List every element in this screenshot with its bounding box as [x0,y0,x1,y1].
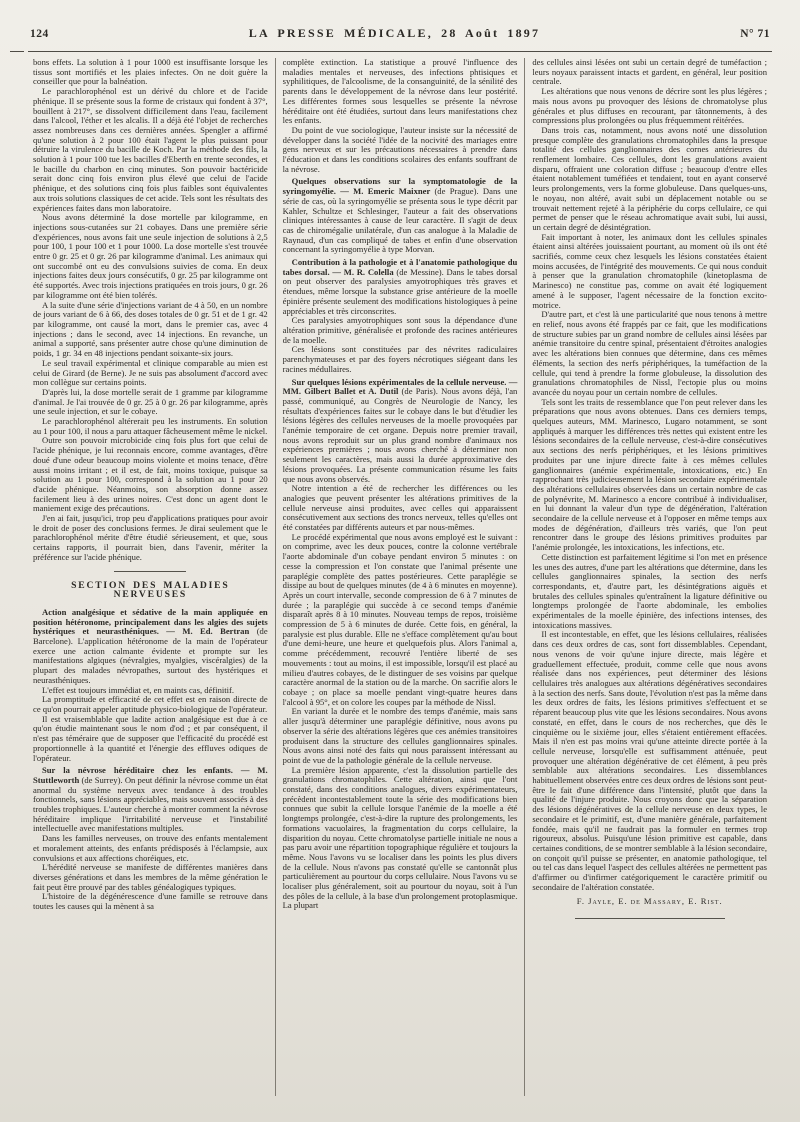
article-paragraph [33,766,268,834]
article-text: (de Paris). Nous avons déjà, l'an passé, communiqué, au Congrès de Neurologie de Nancy, les résultats d'expériences faites sur le cobaye dans le but d'étudier les lésions légères des cellules nerveuses de la moelle provoquées par l'anémie temporaire de cet organe. Depuis notre premier travail, nous avons reproduit sur un plus grand nombre d'animaux nos expériences premières ; nous avons cherché à déterminer non seulement les caractères, mais aussi la durée approximative des lésions provoquées. La présente communication résume les faits que nous avons observés. [282,386,518,484]
reviewers-signature: F. Jayle, E. de Massary, E. Rist. [576,896,723,907]
article-paragraph [33,608,268,686]
paragraph: J'en ai fait, jusqu'ici, trop peu d'applications pratiques pour avoir le droit de poser des conclusions fermes. Je dirai seulement que le parachlorophénol mérite d'être étudié sérieusement, et que, sous certains rapports, il pourrait bien, dans l'avenir, mériter la préférence sur l'acide phénique. [33,513,268,562]
article-text: (de Messine). Dans le tabes dorsal on peut observer des paralysies amyotrophiques très graves et étendues, même lorsque la substance grise antérieure de la moelle épinière présente seulement des modifications histologiques à peine appréciables et très circonscrites. [282,266,518,316]
paragraph: Le parachlorophénol est un dérivé du chlore et de l'acide phénique. Il se présente sous la forme de cristaux qui fondent à 37°, bouillent à 217°, se dissolvent difficilement dans l'eau, facilement dans l'alcool, l'éther et les alcalis. Il a déjà été l'objet de recherches assez nombreuses dans ces dernières années. Spengler a affirmé qu'une solution à 2 pour 100 était l'agent le plus puissant pour détruire la virulence du bacille de Koch. Par la méthode des fils, la solution à 1 pour 100 tue les bacilles d'Eberth en trente secondes, et le bacille du charbon en cinq minutes. Son pouvoir bactéricide serait donc cinq fois environ plus élevé que celui de l'acide phénique, et des solutions cinq fois plus faibles sont équivalentes aux trois solutions classiques de cet acide. Tels sont les résultats des expériences faites dans mon laboratoire. [33,86,268,213]
article-paragraph [283,378,518,485]
article-text: (de Prague). Dans une série de cas, où la syringomyélie se présenta sous le type décrit par Kahler, Schultze et Schlesinger, l'auteur a fait des observations cliniques intéressantes à cause de leur caractère. Il s'agit de deux cas de chiromégalie unilatérale, d'un cas analogue à la Maladie de Raynaud, d'un cas compliqué de tabes et enfin d'une observation concernant la syringomyélie à type Morvan. [282,186,518,255]
paragraph: Il est vraisemblable que ladite action analgésique est due à ce qu'on étudie maintenant sous le nom d'od ; et par conséquent, il n'est pas téméraire que de supposer que l'efficacité du procédé est proportionnelle à la quantité et l'énergie des effluves odiques de l'opérateur. [33,713,268,763]
paragraph: La première lésion apparente, c'est la dissolution partielle des granulations chromatophiles. Cette altération, ainsi que l'ont constaté, dans des conditions analogues, divers expérimentateurs, précèdent incontestablement toute la série des modifications bien connues que subit la cellule lorsque l'anémie de la moelle a été longtemps prolongée, c'est-à-dire la rupture des prolongements, les formations vacuolaires, la fragmentation du corps cellulaire, la disparition du noyau. Cette chromatolyse partielle initiale ne nous a pas paru avoir une répartition topographique régulière et toujours la même. Nous l'avons vu se localiser dans les points les plus divers de la cellule. Nous n'avons pas constaté qu'elle se cantonnât plus particulièrement au pourtour du corps cellulaire. Nous l'avons vu se localiser plus généralement, soit au pourtour du noyau, soit à l'un des pôles de la cellule, à la base d'un prolongement protoplasmique. La plupart [282,764,518,911]
paragraph: des cellules ainsi lésées ont subi un certain degré de tuméfaction ; leurs noyaux paraissent intacts et gardent, en général, leur position centrale. [532,57,768,87]
column-2 [275,58,525,1096]
paragraph: Du point de vue sociologique, l'auteur insiste sur la nécessité de développer dans la société l'idée de la nocivité des mariages entre gens nerveux et sur les précautions nécessaires à prendre dans l'éducation et dans les conditions scolaires des enfants souffrant de la névrose. [282,124,518,174]
paragraph: complète extinction. La statistique a prouvé l'influence des maladies mentales et nerveuses, des infections phtisiques et syphilitiques, de l'alcoolisme, de la consanguinité, de la sénilité des parents dans le développement de la névrose dans leur postérité. Les différentes formes sous lesquelles se présente la névrose héréditaire ont été étudiées, surtout dans leurs manifestations chez les enfants. [282,57,518,126]
paragraph: L'histoire de la dégénérescence d'une famille se retrouve dans toutes les causes qui la mènent à sa [33,891,268,912]
paragraph: Nous avons déterminé la dose mortelle par kilogramme, en injections sous-cutanées sur 21 cobayes. Dans une première série d'expériences, nous avons fait une seule injection de solutions à 2,5 pour 100, 1 pour 100 et 1 pour 1000. La dose mortelle s'est trouvée entre 0 gr. 25 et 0 gr. 26 par kilogramme d'animal. Les animaux qui ont succombé ont eu des convulsions suivies de coma. En deux injections faites deux jours consécutifs, 0 gr. 25 par kilogramme ont été supportés. Avec trois injections pratiquées en trois jours, 0 gr. 26 par kilogramme ont été bien tolérés. [33,212,268,300]
issue-number: N° 71 [740,28,770,40]
page-number: 124 [30,28,49,40]
paragraph: Cette distinction est parfaitement légitime si l'on met en présence les unes des autres, d'une part les altérations que détermine, dans les cellules ganglionnaires spinales, la section des nerfs correspondants, et, d'autre part, les désintégrations aiguës et brutales des cellules spinales qu'entraînent la ligature définitive ou longtemps prolongée de l'aorte abdominale, les embolies expérimentales de la moelle épinière, des infections intenses, des intoxications massives. [532,551,768,630]
article-title: Sur la névrose héréditaire chez les enfants. — M. Stuttleworth [33,765,268,785]
article-paragraph [283,177,518,255]
article-paragraph [283,258,518,316]
article-text: (de Barcelone). L'application hétéronome de la main de l'opérateur exerce une action calmante évidente et prompte sur les manifestations algiques (névralgies, myalgies, viscéralgies) de la plupart des malades névropathes, surtout des hystériques et neurasthéniques. [33,626,268,685]
paragraph: Notre intention a été de rechercher les différences ou les analogies que peuvent présenter les altérations primitives de la cellule nerveuse ainsi produites, avec celles qui apparaissent consécutivement aux sections des troncs nerveux, telles qu'elles ont été constatées par différents auteurs et par nous-mêmes. [282,483,518,533]
paragraph: Dans trois cas, notamment, nous avons noté une dissolution presque complète des granulations chromatophiles dans la presque totalité des cellules ganglionnaires des cornes antérieures du renflement lombaire. Ces cellules, dont les granulations avaient disparu, offraient une coloration diffuse ; beaucoup d'entre elles étaient notablement tuméfiées et tendaient, tout en ayant conservé leurs prolongements, vers la forme globuleuse. Dans quelques-uns, le noyau, non altéré, avait subi un déplacement notable ou se trouvait nettement rejeté à la périphérie du corps cellulaire, ce qui permet de penser que le réseau achromatique avait subi, lui aussi, un certain degré de désintégration. [532,124,768,232]
article-title: Action analgésique et sédative de la main appliquée en position hétéronome, principalement dans les algies des sujets hystériques et neurasthéniques. — M. Ed. Bertran [33,606,268,637]
article-title: Quelques observations sur la symptomatologie de la syringomyélie. — M. Emeric Maixner [282,176,518,197]
article-title: Sur quelques lésions expérimentales de la cellule nerveuse. — MM. Gilbert Ballet et A. Dutil [282,376,518,397]
paragraph: D'autre part, et c'est là une particularité que nous tenons à mettre en relief, nous avons été frappés par ce fait, que les modifications de structure subies par un grand nombre de cellules ainsi lésées par anémie transitoire du centre spinal, présentaient d'étroites analogies avec les altérations bien connues que détermine, dans ces mêmes éléments, la section des nerfs périphériques, la tuméfaction de la cellule, qui tend à prendre la forme globuleuse, la dissolution des granulations chromatophiles de Nissl, l'ectopie plus ou moins avancée du noyau pour un certain nombre de cellules. [532,309,768,397]
article-text: (de Surrey). On peut définir la névrose comme un état anormal du système nerveux avec tendance à des troubles fonctionnels, sans lésions appréciables, mais souvent associés à des troubles trophiques. L'auteur cherche à montrer comment la névrose héréditaire implique l'irritabilité nerveuse et l'instabilité intellectuelle avec manifestations multiples. [33,774,268,834]
paragraph: Le seul travail expérimental et clinique comparable au mien est celui de Girard (de Berne). Je ne suis pas absolument d'accord avec mon collègue sur certains points. [33,357,268,388]
column-1 [26,58,275,1096]
paragraph: L'hérédité nerveuse se manifeste de différentes manières dans diverses générations et dans les membres de la même génération le fait peut être prouvé par des tables généalogiques typiques. [33,862,268,892]
columns-container [26,58,774,1096]
paragraph: En variant la durée et le nombre des temps d'anémie, mais sans aller jusqu'à déterminer une paraplégie définitive, nous avons pu observer la série des altérations légères que ces anémies transitoires produisent dans la structure des cellules ganglionnaires spinales. Nous avons ainsi noté des faits qui nous paraissent intéressant au point de vue de la pathologie générale de la cellule nerveuse. [282,706,518,765]
paragraph: bons effets. La solution à 1 pour 1000 est insuffisante lorsque les tissus sont mortifiés et les plaies infectes. On ne doit guère la conseiller que pour la balnéation. [33,57,268,87]
paragraph: La promptitude et efficacité de cet effet est en raison directe de ce qu'on pourrait appeler aptitude physico-biologique de l'opérateur. [33,694,268,714]
paragraph: L'effet est toujours immédiat et, en maints cas, définitif. [42,684,235,695]
column-3 [524,58,774,1096]
masthead [30,26,770,41]
paragraph: Il est incontestable, en effet, que les lésions cellulaires, réalisées dans ces deux ordres de cas, sont fort dissemblables. Cependant, nous venons de voir qu'une injure directe, mais légère et graduellement effectuée, produit, comme celle que nous avons réalisée dans nos expériences, peut déterminer des lésions cellulaires très analogues aux altérations dégénératives secondaires à la section des nerfs. Sans doute, l'évolution n'est pas la même dans les deux ordres de faits, les lésions primitives s'effectuent et se réparent beaucoup plus vite que les lésions secondaires. Nous avons constaté, en effet, dans le cours de nos recherches, que dès le cinquième ou le sixième jour, elles s'étaient entièrement effacées. Mais il n'en est pas moins vrai qu'une atteinte directe portée à la cellule nerveuse, lorsqu'elle est suffisamment atténuée, peut provoquer une altération dégénérative de cet élément, à peu près semblable aux altérations secondaires. Les dissemblances habituellement observées entre ces deux ordres de lésions sont peut-être le fait d'une différence dans l'intensité, plutôt que dans la qualité de l'injure produite. Nous croyons donc que la séparation des lésions dégénératives de la cellule nerveuse en deux types, le secondaire et le primitif, est, d'une manière générale, parfaitement fondée, mais qu'il ne faudrait pas la formuler en termes trop rigoureux, absolus. Puisqu'une lésion primitive est capable, dans certaines conditions, de se montrer semblable à la lésion secondaire, on conçoit qu'il puisse se présenter, en anatomie pathologique, tel ou tel cas dans lequel l'aspect des cellules altérées ne permettent pas d'affirmer ou d'infirmer catégoriquement le caractère primitif ou secondaire de l'altération constatée. [532,629,768,892]
paragraph: A la suite d'une série d'injections variant de 4 à 50, en un nombre de jours variant de 6 à 66, des doses totales de 0 gr. 51 et de 1 gr. 42 par kilogramme, ont causé la mort, dans le premier cas, avec 4 injections ; dans le second, avec 14 injections. En revanche, un animal a supporté, sans présenter autre chose qu'une diminution de poids, 1 gr. 34 en 48 injections pendant soixante-six jours. [33,299,268,359]
paragraph: Tels sont les traits de ressemblance que l'on peut relever dans les préparations que nous avons obtenues. Dans ces derniers temps, quelques auteurs, MM. Marinesco, Lugaro notamment, se sont appliqués à marquer les différences très nettes qui existent entre les lésions secondaires de la cellule nerveuse, c'est-à-dire consécutives aux sections des nerfs périphériques, et les lésions primitives produites par une injure directe faite à ces mêmes cellules ganglionnaires (anémie expérimentale, intoxications, etc.) En rapprochant très judicieusement la lésion secondaire expérimentale des altérations cellulaires observées dans un certain nombre de cas de polynévrite, M. Marinesco a encore contribué à individualiser, en lui donnant la valeur d'un type de dégénération, l'altération secondaire de la cellule nerveuse et à l'opposer en même temps aux modes de dégénération, d'ailleurs très variés, que l'on peut rencontrer dans le groupe des lésions primitives produites par l'anémie prolongée, les intoxications, les infections, etc. [532,396,768,553]
section-divider [114,571,186,572]
paragraph: Dans les familles nerveuses, on trouve des enfants mentalement et moralement atteints, des enfants prédisposés à l'éclampsie, aux convulsions et aux affections choréiques, etc. [33,833,268,863]
header-rule [28,51,772,52]
paragraph: Fait important à noter, les animaux dont les cellules spinales étaient ainsi altérées jouissaient pourtant, au moment où ils ont été sacrifiés, comme ceux chez lesquels les lésions constatées étaient moins accusées, de l'intégrité des mouvements. Ce qui nous conduit à penser que la granulation chromatophile (kinetoplasma de Marinesco) ne constitue pas, comme on avait été logiquement amené à le supposer, l'agent nécessaire de la fonction excito-motrice. [532,231,768,310]
paragraph: Les altérations que nous venons de décrire sont les plus légères ; mais nous avons pu provoquer des lésions de chromatolyse plus générales et plus diffuses en recourant, par tâtonnements, à des compressions plus prolongées ou plus fréquemment réitérées. [532,86,768,126]
paragraph: D'après lui, la dose mortelle serait de 1 gramme par kilogramme d'animal. Je l'ai trouvée de 0 gr. 25 à 0 gr. 26 par kilogramme, après une seule injection, et sur le cobaye. [33,386,268,417]
paragraph: Le procédé expérimental que nous avons employé est le suivant : on comprime, avec les deux pouces, contre la colonne vertébrale l'aorte abdominale d'un cobaye pendant environ 5 minutes : on cesse la compression et l'on constate que l'animal présente une paraplégie complète des pattes postérieures. Cette paraplégie se dissipe au bout de quelques minutes (de 4 à 6 minutes en moyenne). Après un court intervalle, seconde compression de 6 à 7 minutes de durée ; la paraplégie qui succède à ce second temps d'anémie disparaît après 8 à 10 minutes. Nouveau temps de repos, troisième compression de 5 à 6 minutes de durée. Cette fois, en général, la paralysie est plus durable. Elle ne s'efface complètement qu'au bout d'une demi-heure, une heure et quelquefois plus. Alors l'animal a, comme précédemment, recouvré l'entière liberté de ses mouvements : tout au moins, il est impossible, lorsqu'il est placé au milieu d'autres cobayes, de le distinguer de ses voisins par quelque caractère anormal de la station ou de la marche. On sacrifie alors le cobaye ; on place sa moelle pendant vingt-quatre heures dans l'alcool à 95°, et on colore les coupes par la méthode de Nissl. [282,531,518,707]
end-divider [575,918,725,919]
journal-title: LA PRESSE MÉDICALE, 28 Août 1897 [248,26,541,40]
paragraph: Ces lésions sont constituées par des névrites radiculaires parenchymateuses et par des foyers nécrotiques siégeant dans les racines médullaires. [282,344,518,374]
article-title: Contribution à la pathologie et à l'anatomie pathologique du tabes dorsal. — M. R. Colella [282,257,518,277]
paragraph: Ces paralysies amyotrophiques sont sous la dépendance d'une altération primitive, généralisée et profonde des racines antérieures de la moelle. [282,315,518,345]
paragraph: Outre son pouvoir microbicide cinq fois plus fort que celui de l'acide phénique, je lui reconnais encore, comme avantages, d'être doué d'une odeur beaucoup moins violente et moins tenace, d'être aussi moins irritant ; et il est, de fait, moins toxique, puisque sa solution au 1 pour 100, correspond à la solution au 1 pour 20 d'acide phénique. Néanmoins, son absorption donne assez facilement lieu à des urines noires. C'est donc un agent dont le maniement exige des précautions. [33,435,268,514]
header-rule-tick [10,51,24,52]
paragraph: Le parachlorophénol altérerait peu les instruments. En solution au 1 pour 100, il nous a paru attaquer fâcheusement même le nickel. [33,416,268,436]
section-title: SECTION DES MALADIES NERVEUSES [71,579,230,601]
